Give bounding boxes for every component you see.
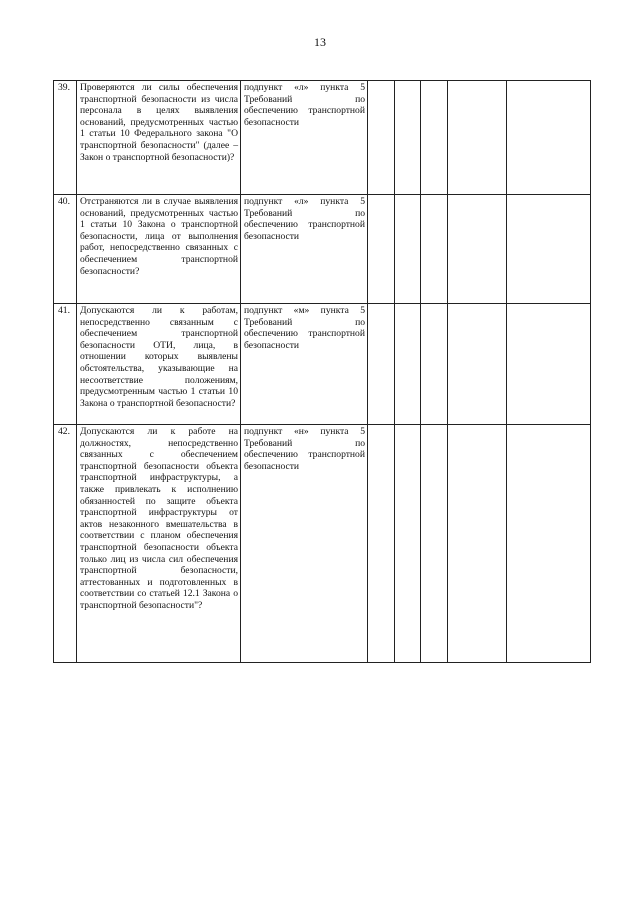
table-row xyxy=(54,195,591,304)
requirement-reference-text: обеспечению транспортной безопасности xyxy=(244,328,365,351)
requirement-reference-line: подпункт «л» пункта 5 Требований по xyxy=(244,196,365,219)
requirement-reference-text: обеспечению транспортной безопасности xyxy=(244,219,365,242)
answer-cell-comments[interactable] xyxy=(507,195,591,304)
answer-cell-na[interactable] xyxy=(421,304,448,425)
requirement-reference-line: подпункт «м» пункта 5 Требований по xyxy=(244,305,365,328)
answer-cell-yes[interactable] xyxy=(368,304,395,425)
answer-cell-notes[interactable] xyxy=(448,81,507,195)
answer-cell-notes[interactable] xyxy=(448,425,507,663)
answer-cell-yes[interactable] xyxy=(368,81,395,195)
answer-cell-comments[interactable] xyxy=(507,425,591,663)
requirement-reference-text: обеспечению транспортной безопасности xyxy=(244,449,365,472)
answer-cell-no[interactable] xyxy=(395,304,421,425)
answer-cell-no[interactable] xyxy=(395,81,421,195)
question-cell: Проверяются ли силы обеспечения транспортной безопасности из числа персонала в целях выявления оснований, предусмотренных частью 1 статьи 10 Федерального закона "О транспортной безопасности" (далее – Закон о транспортной безопасности)? xyxy=(77,81,241,195)
requirement-reference-cell xyxy=(241,81,368,195)
row-number: 41. xyxy=(54,304,77,425)
requirement-reference-cell xyxy=(241,304,368,425)
answer-cell-notes[interactable] xyxy=(448,195,507,304)
answer-cell-na[interactable] xyxy=(421,81,448,195)
answer-cell-no[interactable] xyxy=(395,195,421,304)
answer-cell-na[interactable] xyxy=(421,425,448,663)
table-row xyxy=(54,81,591,195)
question-cell: Отстраняются ли в случае выявления оснований, предусмотренных частью 1 статьи 10 Закона о транспортной безопасности, лица от выполнения работ, непосредственно связанных с обеспечением транспортной безопасности? xyxy=(77,195,241,304)
answer-cell-yes[interactable] xyxy=(368,195,395,304)
requirement-reference-text: обеспечению транспортной безопасности xyxy=(244,105,365,128)
page-number: 13 xyxy=(314,35,326,49)
answer-cell-no[interactable] xyxy=(395,425,421,663)
requirement-reference-line: подпункт «н» пункта 5 Требований по xyxy=(244,426,365,449)
row-number: 42. xyxy=(54,425,77,663)
answer-cell-yes[interactable] xyxy=(368,425,395,663)
answer-cell-comments[interactable] xyxy=(507,81,591,195)
answer-cell-notes[interactable] xyxy=(448,304,507,425)
checklist-table xyxy=(53,80,591,663)
row-number: 39. xyxy=(54,81,77,195)
table-row xyxy=(54,425,591,663)
question-cell: Допускаются ли к работе на должностях, непосредственно связанных с обеспечением транспортной безопасности объекта транспортной инфраструктуры, а также привлекать к исполнению обязанностей по защите объекта транспортной инфраструктуры от актов незаконного вмешательства в соответствии с планом обеспечения транспортной безопасности объекта только лиц из числа сил обеспечения транспортной безопасности, аттестованных и подготовленных в соответствии со статьей 12.1 Закона о транспортной безопасности"? xyxy=(77,425,241,663)
answer-cell-na[interactable] xyxy=(421,195,448,304)
table-row xyxy=(54,304,591,425)
requirement-reference-line: подпункт «л» пункта 5 Требований по xyxy=(244,82,365,105)
requirement-reference-cell xyxy=(241,195,368,304)
answer-cell-comments[interactable] xyxy=(507,304,591,425)
row-number: 40. xyxy=(54,195,77,304)
question-cell: Допускаются ли к работам, непосредственно связанным с обеспечением транспортной безопасности ОТИ, лица, в отношении которых выявлены обстоятельства, указывающие на несоответствие положениям, предусмотренным частью 1 статьи 10 Закона о транспортной безопасности? xyxy=(77,304,241,425)
requirement-reference-cell xyxy=(241,425,368,663)
